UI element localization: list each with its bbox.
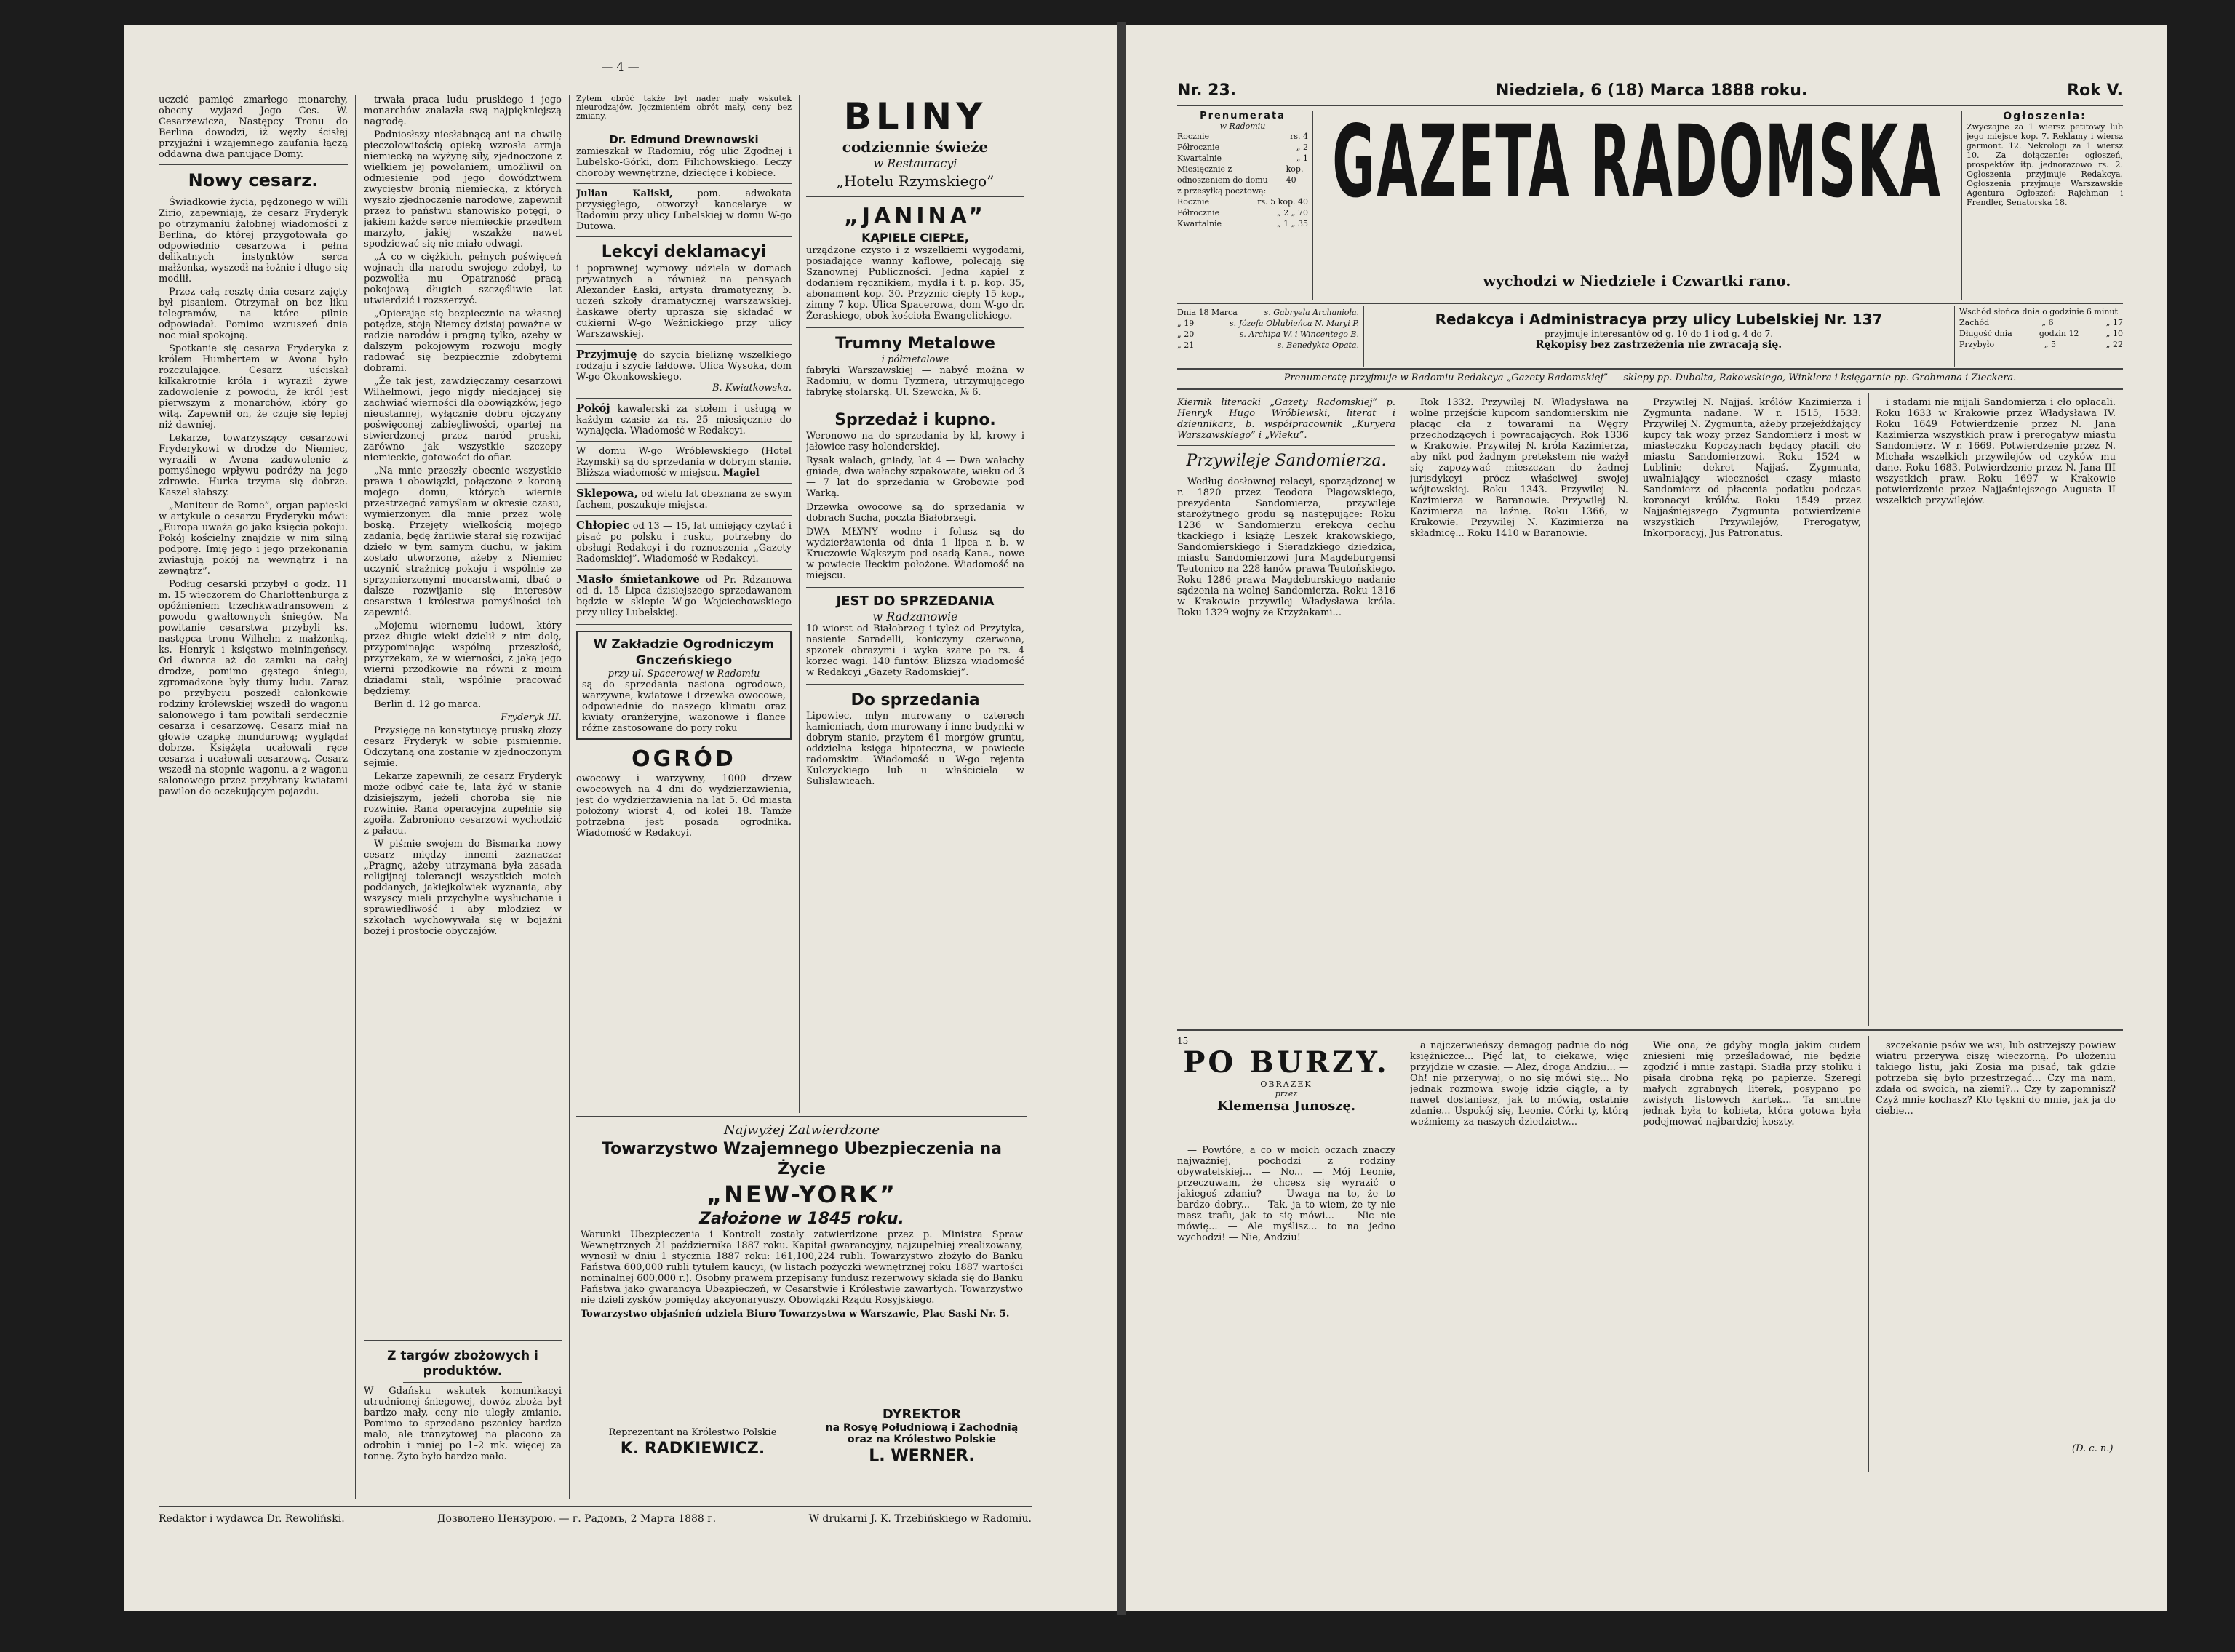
article-paragraph: Przez całą resztę dnia cesarz zajęty był pisaniem. Otrzymał on bez liku telegramów, na które pilnie odpowiadał. Pomimo wzruszeń dnia noc miał spokojną. bbox=[159, 287, 348, 341]
subscription-row bbox=[1177, 142, 1308, 153]
ad-text: zamieszkał w Radomiu, róg ulic Zgodnej i Lubelsko-Górki, dom Filichowskiego. Leczy choroby wewnętrzne, dziecięce i kobiece. bbox=[576, 146, 792, 179]
calendar-saint: s. Gabryela Archanioła. bbox=[1264, 308, 1359, 317]
calendar-saint: s. Benedykta Opata. bbox=[1277, 340, 1359, 350]
article-paragraph: Podniosłszy niesłabnącą ani na chwilę pieczołowitością opieką wzrosła armja niemiecką na wyżynę siły, zjednoczone z wielkiem jej powołaniem, umożliwił on odniesienie pod jego dowództwem zwycięstw bronią niemiecką, z których wyszło zjednoczenie narodowe, zapewnił przez to państwu stanowisko potęgi, o jakiem każde serce niemieckie przedtem marzyło, jakiej wszakże nawet spodziewać się nie miało odwagi. bbox=[364, 129, 562, 250]
ad-title: JEST DO SPRZEDANIA bbox=[836, 594, 995, 609]
serial-column-1 bbox=[1177, 1145, 1395, 1465]
article-paragraph: Lekarze zapewnili, że cesarz Fryderyk może odbyć całe te, lata żyć w stanie dzisiejszym, jeżeli choroba się nie rozwinie. Rana operacyjna zupełnie się zgoiła. Zabroniono cesarzowi wychodzić z pałacu. bbox=[364, 771, 562, 837]
subscription-price: rs. 4 bbox=[1290, 132, 1308, 141]
calendar-row bbox=[1177, 329, 1359, 340]
ad-title: Sprzedaż i kupno. bbox=[834, 411, 996, 429]
article-paragraph: „Moniteur de Rome”, organ papieski w artykule o cesarzu Fryderyku mówi: „Europa uważa go jako księcia pokoju. Pokój kościelny znajdzie w nim silną podporę. Imię jego i jego przekonania zwiastują pokój na wewnątrz i na zewnątrz”. bbox=[159, 500, 348, 577]
ad-title: „JANINA” bbox=[844, 204, 987, 229]
market-notice: Żytem obróć także był nader mały wskutek nieurodzajów. Jęczmieniem obrót mały, ceny bez zmiany. bbox=[576, 95, 792, 121]
subscription-price: „ 2 „ 70 bbox=[1277, 208, 1308, 218]
serial-header bbox=[1177, 1036, 1395, 1114]
ad-line: w Restauracyi bbox=[873, 156, 957, 170]
sun-cell: Zachód bbox=[1959, 318, 1990, 327]
grain-market-report bbox=[364, 1349, 562, 1494]
ad-lawyer bbox=[576, 188, 792, 232]
calendar-day: Dnia 18 Marca bbox=[1177, 308, 1238, 317]
ad-subtitle: przy ul. Spacerowej w Radomiu bbox=[607, 669, 760, 679]
ad-lessons bbox=[576, 242, 792, 340]
advertising-rates-box bbox=[1967, 111, 2123, 300]
ad-bureau: Towarzystwo objaśnień udziela Biuro Towarzystwa w Warszawie, Plac Saski Nr. 5. bbox=[581, 1309, 1010, 1320]
sun-cell: Długość dnia bbox=[1959, 329, 2012, 338]
grain-text: W Gdańsku wskutek komunikacyi utrudnionej śniegowej, dowóz zboża był bardzo mały, ceny nie uległy zmianie. Pomimo to sprzedano pszenicy bardzo mało, ale tranzytowej na płacono za odrobin i mniej po 1–2 mk. więcej za tonnę. Żyto było bardzo mało. bbox=[364, 1386, 562, 1462]
ad-title: Sklepowa, bbox=[576, 488, 638, 500]
article-paragraph: Przywilej N. Najjaś. królów Kazimierza i Zygmunta nadane. W r. 1515, 1533. Przywilej N. Zygmunta, ażeby przejeżdżający kupcy tak wozy przez Sandomierz i most w miasteczku Kopczynach będący płacili cło miastu Sandomierzowi. Roku 1524 w Lublinie dekret Najjaś. Zygmunta, uwalniający wieczności czasy miasto Sandomierz od płacenia podatku podczas koronacyi królów. Roku 1549 przez Najjaśniejszego Zygmunta potwierdzenie wszystkich Przywilejów, Prerogatyw, Inkorporacyj, Jus Patronatus. bbox=[1643, 397, 1861, 539]
footer-editor: Redaktor i wydawca Dr. Rewoliński. bbox=[159, 1513, 345, 1525]
serial-column-3 bbox=[1643, 1040, 1861, 1469]
footer-printer: W drukarni J. K. Trzebińskiego w Radomiu. bbox=[808, 1513, 1032, 1525]
dateline: Berlin d. 12 go marca. bbox=[374, 699, 482, 710]
serial-paragraph: szczekanie psów we wsi, lub ostrzejszy powiew wiatru przerywa ciszę wieczorną. Po ułożeniu takiego listu, jaki Zosia ma pisać, tak gdzie potrzeba się było przestrzegać... Czy ma nam, zdała od swoich, na ziemi?... Czy ty zapomnisz? Czyż mnie kochasz? Kto tęskni do mnie, jak ja do ciebie... bbox=[1876, 1040, 2116, 1117]
subscription-period: Rocznie bbox=[1177, 197, 1209, 207]
issue-number: Nr. 23. bbox=[1177, 81, 1237, 100]
subscription-period: Miesięcznie z odnoszeniem do domu bbox=[1177, 164, 1268, 185]
subscription-period: Półrocznie bbox=[1177, 143, 1220, 152]
grain-title: Z targów zbożowych i produktów. bbox=[387, 1349, 538, 1378]
subscription-sub: w Radomiu bbox=[1219, 121, 1266, 131]
issue-line bbox=[1177, 81, 2123, 100]
serial-by: przez bbox=[1275, 1089, 1298, 1098]
intro-text: uczcić pamięć zmarłego monarchy, obecny wyjazd Jego Ces. W. Cesarzewicza, Następcy Tronu do Berlina dowodzi, iż węzły ścisłej przyjaźni i wzajemnego zaufania łączą oddawna dwa panujące Domy. bbox=[159, 95, 348, 160]
director-block bbox=[816, 1407, 1027, 1467]
director-label: DYREKTOR bbox=[882, 1407, 962, 1422]
ad-for-sale bbox=[806, 690, 1024, 787]
ad-sewing bbox=[576, 349, 792, 394]
calendar-day: „ 19 bbox=[1177, 319, 1195, 328]
serial-column-4 bbox=[1876, 1040, 2116, 1433]
article-heading-new-emperor: Nowy cesarz. bbox=[188, 170, 319, 191]
serial-title: PO BURZY. bbox=[1183, 1045, 1390, 1080]
ad-title: Lekcyi deklamacyi bbox=[601, 243, 767, 261]
ad-insurance-new-york bbox=[576, 1122, 1027, 1500]
subscription-period: z przesyłką pocztową: bbox=[1177, 186, 1267, 196]
issue-date: Niedziela, 6 (18) Marca 1888 roku. bbox=[1495, 81, 1808, 100]
ad-item: Rysak walach, gniady, lat 4 — Dwa wałachy gniade, dwa wałachy szpakowate, wieku od 3 — 7 lat do sprzedania w Grobowie pod Warką. bbox=[806, 455, 1024, 499]
article-paragraph: Spotkanie się cesarza Fryderyka z królem Humbertem w Avona było rozczulające. Cesarz uściskał kilkakrotnie króla i wyraził żywe zadowolenie z powodu, że król jest pierwszym z monarchów, który go witą. Zapewnił on, że czuje się lepiej niż dawniej. bbox=[159, 343, 348, 431]
ad-line: „Hotelu Rzymskiego” bbox=[836, 172, 995, 190]
ad-approved: Najwyżej Zatwierdzone bbox=[723, 1122, 880, 1138]
subscription-price: „ 2 bbox=[1296, 143, 1308, 152]
subscription-period: Rocznie bbox=[1177, 132, 1209, 141]
ad-title: Pokój bbox=[576, 403, 610, 415]
newspaper-subtitle: wychodzi w Niedziele i Czwartki rano. bbox=[1483, 272, 1791, 290]
article-paragraph: „Na mnie przeszły obecnie wszystkie prawa i obowiązki, połączone z koroną mojego domu, których wiernie przestrzegać zamyślam w okresie czasu, wymierzonym dla mnie przez wolę boską. Przejęty wielkością mojego zadania, będę żarliwie starał się rozwijać dzieło w tym samym duchu, w jakim zostało utworzone, ażeby z Niemiec uczynić strażnicę pokoju i wspólnie ze sprzymierzonymi mocarstwami, dbać o dalsze rozwijanie się interesów cesarstwa i królestwa pomyślności ich zapewnić. bbox=[364, 466, 562, 618]
article-title: Przywileje Sandomierza. bbox=[1186, 452, 1387, 470]
article-paragraph: „Że tak jest, zawdzięczamy cesarzowi Wilhelmowi, jego nigdy niedającej się zachwiać wierności dla obowiązków, jego nieustannej, wyłącznie dobru ojczyzny poświęconej zabiegliwości, opartej na stwierdzonej przez naród pruski, zarówno jak wszystkie szczepy niemieckie, gotowości do ofiar. bbox=[364, 376, 562, 463]
serial-author: Klemensa Junoszę. bbox=[1216, 1098, 1356, 1114]
calendar-saint: s. Archipa W. i Wincentego B. bbox=[1239, 330, 1359, 339]
ad-orchard bbox=[576, 746, 792, 839]
serial-subtitle: OBRAZEK bbox=[1260, 1080, 1312, 1089]
ad-founded: Założone w 1845 roku. bbox=[699, 1210, 904, 1228]
ad-text: kawalerski za stołem i usługą w każdym czasie za rs. 25 miesięcznie do wynajęcia. Wiadomość w Redakcyi. bbox=[576, 404, 792, 436]
sun-row bbox=[1959, 339, 2123, 350]
ad-item: DWA MŁYNY wodne i folusz są do wydzierżawienia od dnia 1 lipca r. b. w Kruczowie Wąkszym pod osadą Kana., nowe w powiecie Iłeckim położone. Wiadomość na miejscu. bbox=[806, 527, 1024, 581]
ad-boy-wanted bbox=[576, 520, 792, 564]
ad-title: Julian Kaliski, bbox=[576, 188, 673, 199]
calendar-day: „ 21 bbox=[1177, 340, 1195, 350]
ad-text: od Pr. Rdzanowa od d. 15 Lipca dzisiejszego sprzedawanem będzie w sklepie W-go Wojciechowskiego przy ulicy Lubelskiej. bbox=[576, 575, 792, 618]
subscription-row bbox=[1177, 153, 1308, 164]
subscription-row bbox=[1177, 131, 1308, 142]
article-column-4 bbox=[1876, 397, 2116, 1023]
calendar-box bbox=[1177, 307, 1359, 365]
calendar-day: „ 20 bbox=[1177, 330, 1195, 339]
ad-text: Warunki Ubezpieczenia i Kontroli zostały zatwierdzone przez p. Ministra Spraw Wewnętrznych 21 października 1887 roku. Kapitał gwarancyjny, najzupełniej zrealizowany, wynosił w dniu 1 stycznia 1887 roku: 161,100,224 rubli. Towarzystwo złożyło do Banku Państwa 600,000 rubli tytułem kaucyi, (w listach pożyczki wewnętrznej roku 1887 wartości nominalnej 600,000 r.). Osobny prawem przepisany fundusz rezerwowy składa się do Banku Państwa jako gwarancya Ubezpieczeń, w Cesarstwie i Królestwie zawartych. Towarzystwo nie dzieli zysków pomiędzy akcyonaryuszy. Obowiązki Rządu Rosyjskiego. bbox=[581, 1229, 1023, 1306]
ad-mangle bbox=[576, 446, 792, 479]
serial-paragraph: — Powtóre, a co w moich oczach znaczy najważniej, pochodzi z rodziny obywatelskiej... — No... — Mój Leonie, przeczuwam, że chcesz się wyrazić o jakiegoś zdaniu? — Uwaga na to, że to bardzo dobry... — Tak, ja to wiem, że ty nie masz trafu, jak to się mówi... — Nic nie mówię... — Ale myślisz... to na jedno wychodzi! — Nie, Andziu! bbox=[1177, 1145, 1395, 1243]
sun-rows bbox=[1959, 317, 2123, 350]
calendar-row bbox=[1177, 340, 1359, 351]
article-column-1 bbox=[1177, 397, 1395, 1023]
ad-signature: B. Kwiatkowska. bbox=[712, 383, 792, 394]
ad-text: pom. adwokata przysięgłego, otworzył kancelarye w Radomiu przy ulicy Lubelskiej w domu W-go Dutowa. bbox=[576, 188, 792, 232]
subscription-period: Kwartalnie bbox=[1177, 219, 1222, 228]
article-paragraph: i stadami nie mijali Sandomierza i cło opłacali. Roku 1633 w Krakowie przez Władysława IV. Roku 1649 Potwierdzenie przez N. Jana Kazimierza wszystkich praw i prerogatyw miastu Sandomierz. W r. 1669. Potwierdzenie przez N. Michała wszelkich przywilejów od czyków mu dane. Roku 1683. Potwierdzenie przez N. Jana III wszystkich praw. Roku 1697 w Krakowie potwierdzenie przez Najjaśniejszego Augusta II wszelkich przywilejów. bbox=[1876, 397, 2116, 506]
rep-label: Reprezentant na Królestwo Polskie bbox=[608, 1427, 777, 1438]
ads-rates-text: Zwyczajne za 1 wiersz petitowy lub jego miejsce kop. 7. Reklamy i wiersz garmont. 12. Nekrologi za 1 wiersz 10. Za dołączenie: ogłoszeń, prospektów itp. jednorazowo rs. 2. Ogłoszenia przyjmuje Redakcya. Ogłoszenia przyjmuje Warszawskie Agentura Ogłoszeń: Rajchman i Frendler, Senatorska 18. bbox=[1967, 122, 2123, 207]
ad-shop-assistant bbox=[576, 488, 792, 511]
office-note: Rękopisy bez zastrzeżenia nie zwracają się. bbox=[1535, 339, 1782, 351]
article-paragraph: Rok 1332. Przywilej N. Władysława na wolne przejście kupcom sandomierskim nie płacąc cła z towarami na Węgry przechodzących i powracających. Rok 1336 w Krakowie. Przywilej N. króla Kazimierza, aby nikt pod żadnym pretekstem nie ważył się zapozywać mieszczan do żadnej jurisdykcyi prócz właściwej swojej wójtowskiej. Roku 1343. Przywilej N. Kazimierza w Baranowie. Przywilej N. Kazimierza na łaźnię. Roku 1366, w Krakowie. Przywilej N. Kazimierza na składnicę... Roku 1410 w Baranowie. bbox=[1410, 397, 1628, 539]
page-footer bbox=[159, 1513, 1032, 1525]
serial-column-2 bbox=[1410, 1040, 1628, 1469]
ad-subtitle: w Radzanowie bbox=[872, 610, 958, 623]
article-paragraph: „Mojemu wiernemu ludowi, który przez długie wieki dzielił z nim dolę, przypominając wspólną przeszłość, przyrzekam, że w wierności, z jaką jego wierni przodkowie na równi z moim dziadami stali, wspólnie pracować będziemy. bbox=[364, 621, 562, 697]
ad-text: są do sprzedania nasiona ogrodowe, warzywne, kwiatowe i drzewka owocowe, odpowiednie do naszego klimatu oraz kwiaty oranżeryjne, wazonowe i flance różne zastosowane do pory roku bbox=[582, 679, 786, 734]
column-news bbox=[159, 95, 348, 1491]
ad-doctor bbox=[576, 133, 792, 179]
article-column-2 bbox=[1410, 397, 1628, 1023]
serial-paragraph: a najczerwieńszy demagog padnie do nóg księżniczce... Pięć lat, to ciekawe, więc przyjdzie w czasie. — Alez, droga Andziu... — Oh! nie przerywaj, o no się mówi się... No jednak rozmowa swoję idzie ciągle, a ty nawet dostaniesz, jak to mówią, ostatnie zdanie... Uspokój się, Leonie. Córki ty, którą weźmiemy za naszych dziedzictw... bbox=[1410, 1040, 1628, 1128]
ad-nursery bbox=[576, 631, 792, 740]
page-gutter bbox=[1117, 22, 1126, 1615]
ad-butter bbox=[576, 574, 792, 618]
office-box bbox=[1368, 310, 1950, 351]
subscription-row bbox=[1177, 207, 1308, 218]
article-paragraph: Lekarze, towarzyszący cesarzowi Fryderykowi w drodze do Niemiec, wyrazili w Avena zadowolenie z pomyślnego wpływu podróży na jego zdrowie. Hurka trzyma się dobrze. Kaszel słabszy. bbox=[159, 433, 348, 498]
sun-row bbox=[1959, 317, 2123, 328]
sun-cell: godzin 12 bbox=[2039, 329, 2079, 338]
ad-item: Weronowo na do sprzedania by kl, krowy i jałowice rasy holenderskiej. bbox=[806, 431, 1024, 452]
ads-rates-title: Ogłoszenia: bbox=[2003, 111, 2087, 122]
subscription-period: Półrocznie bbox=[1177, 208, 1220, 218]
ad-bliny bbox=[806, 95, 1024, 191]
office-title: Redakcya i Administracya przy ulicy Lubelskiej Nr. 137 bbox=[1435, 311, 1883, 328]
sun-cell: „ 5 bbox=[2044, 340, 2057, 349]
subscription-period: Kwartalnie bbox=[1177, 153, 1222, 163]
sun-cell: „ 6 bbox=[2041, 318, 2054, 327]
ad-text: i poprawnej wymowy udziela w domach prywatnych a również na pensyach Alexander Łaski, artysta dramatyczny, b. uczeń szkoły dramatycznej warszawskiej. Łaskawe oferty uprasza się składać w cukierni W-go Weżnickiego przy ulicy Warszawskiej. bbox=[576, 263, 792, 340]
ad-title: W Zakładzie Ogrodniczym Gnczeńskiego bbox=[593, 637, 775, 668]
ad-title: Do sprzedania bbox=[850, 691, 980, 709]
sun-row bbox=[1959, 328, 2123, 339]
ad-title: Przyjmuję bbox=[576, 349, 637, 361]
ad-sale-purchase bbox=[806, 410, 1024, 581]
ad-text: 10 wiorst od Białobrzeg i tyleż od Przytyka, nasienie Saradelli, koniczyny czerwona, spzorek obrazymi i wyka szare po rs. 4 korzec wagi. 140 funtów. Bliższa wiadomość w Redakcyi „Gazety Radomskiej”. bbox=[806, 623, 1024, 678]
literary-editor-note: Kiernik literacki „Gazety Radomskiej” p. Henryk Hugo Wróblewski, literat i dziennikarz, b. współpracownik „Kuryera Warszawskiego” i „Wieku”. bbox=[1177, 397, 1395, 441]
calendar-row bbox=[1177, 307, 1359, 318]
issue-year: Rok V. bbox=[2067, 81, 2123, 100]
right-newspaper-page bbox=[1126, 25, 2167, 1611]
article-paragraph: trwała praca ludu pruskiego i jego monarchów znalazła swą najpiękniejszą nagrodę. bbox=[364, 95, 562, 127]
ad-title: BLINY bbox=[843, 95, 987, 137]
subscription-row bbox=[1177, 164, 1308, 185]
ad-subtitle: i półmetalowe bbox=[881, 354, 949, 365]
article-paragraph: Świadkowie życia, pędzonego w willi Zirio, zapewniają, że cesarz Fryderyk po otrzymaniu żałobnej wiadomości z Berlina, do której przygotowała go odpowiednio cesarzowa i pełna delikatnych instynktów serca małżonka, wyszedł na łożnie i długo się modlił. bbox=[159, 197, 348, 284]
serial-number: 15 bbox=[1177, 1036, 1189, 1046]
subscription-price: rs. 5 kop. 40 bbox=[1257, 197, 1308, 207]
subscription-rows bbox=[1177, 131, 1308, 229]
sun-cell: „ 17 bbox=[2105, 318, 2123, 327]
serial-paragraph: Wie ona, że gdyby mogła jakim cudem zniesieni mię prześladować, nie będzie zgodzić i mnie zastąpi. Siadła przy stoliku i pisała drobna ręką po papierze. Szeregi małych zgrabnych literek, posypano po zwisłych listowych kartek... Ta smutne jednak była to kobieta, która gotowa była podejmować najbardziej koszty. bbox=[1643, 1040, 1861, 1128]
left-newspaper-page bbox=[124, 25, 1117, 1611]
ad-title: Chłopiec bbox=[576, 520, 630, 532]
footer-censor: Дозволено Цензурою. — г. Радомъ, 2 Марта 1888 г. bbox=[437, 1513, 717, 1525]
rep-name: K. RADKIEWICZ. bbox=[620, 1440, 765, 1458]
ad-coffins bbox=[806, 334, 1024, 398]
subscription-row bbox=[1177, 218, 1308, 229]
article-column-3 bbox=[1643, 397, 1861, 1023]
signature: Fryderyk III. bbox=[501, 712, 562, 723]
subscription-row bbox=[1177, 196, 1308, 207]
ad-text: Lipowiec, młyn murowany o czterech kamieniach, dom murowany i inne budynki w dobrym stanie, przytem 61 morgów gruntu, oddzielna księga hipoteczna, w powiecie radomskim. Wiadomość u W-go rejenta Kulczyckiego lub u właściciela w Sulisławicach. bbox=[806, 711, 1024, 787]
column-ads-right bbox=[806, 95, 1024, 1113]
director-region: na Rosyę Południową i Zachodnią oraz na Królestwo Polskie bbox=[825, 1422, 1019, 1445]
subscription-price: kop. 40 bbox=[1286, 164, 1304, 185]
ad-text: fabryki Warszawskiej — nabyć można w Radomiu, w domu Tyzmera, utrzymującego fabrykę stolarską. Ul. Szewcka, № 6. bbox=[806, 365, 1024, 398]
article-paragraph: Przysięgę na konstytucyę pruską złoży cesarz Fryderyk w sobie pismiennie. Odczytaną ona zostanie w zjednoczonym sejmie. bbox=[364, 725, 562, 769]
office-hours: przyjmuje interesantów od g. 10 do 1 i od g. 4 do 7. bbox=[1544, 329, 1774, 339]
article-paragraph: Podług cesarski przybył o godz. 11 m. 15 wieczorem do Charlottenburga z opóźnieniem trzechkwadransowem z powodu gwałtownych śniegów. Na powitanie cesarstwa przybyli ks. następca tronu Wilhelm z małżonką, ks. Henryk i księstwo meiningeńscy. Od dworca aż do zamku na całej drodze, pomimo gęstego śniegu, zgromadzone były tłumy ludu. Zaraz po przybyciu poszedł całonkowie rodziny królewskiej wszedł do wagonu salonowego i tam powitali serdecznie cesarza i cesarzowę. Cesarz miał na głowie czapkę mundurową; wyglądał dobrze. Księżęta ucałowali ręce cesarza i ucałowali cesarzową. Cesarz wszedł na stopnie wagonu, a z wagonu salonowego przez przybrany kwiatami pawilon do oczekującym pojazdu. bbox=[159, 579, 348, 797]
ad-title: Masło śmietankowe bbox=[576, 574, 700, 586]
sun-cell: „ 22 bbox=[2105, 340, 2123, 349]
sun-cell: „ 10 bbox=[2105, 329, 2123, 338]
ad-text: W domu W-go Wróblewskiego (Hotel Rzymski) są do sprzedania w dobrym stanie. Bliższa wiadomość w miejscu. bbox=[576, 446, 792, 479]
article-paragraph: „Opierając się bezpiecznie na własnej potędze, stoją Niemcy dzisiaj poważne w radzie narodów i pragną tylko, ażeby w dalszym pokojowym rozwoju mogły radować się bezpiecznie zdobytemi dobrami. bbox=[364, 308, 562, 374]
company-name: „NEW-YORK” bbox=[706, 1181, 897, 1208]
column-ads-left bbox=[576, 95, 792, 1106]
ad-title: Dr. Edmund Drewnowski bbox=[609, 133, 759, 146]
ad-title: Towarzystwo Wzajemnego Ubezpieczenia na Życie bbox=[601, 1140, 1002, 1178]
ad-janina-baths bbox=[806, 203, 1024, 322]
ad-estate bbox=[806, 594, 1024, 678]
ad-text: urządzone czysto i z wszelkiemi wygodami, posiadające wanny kaflowe, polecają się Szanownej Publiczności. Jedna kąpiel z dodaniem ręcznikiem, mydła i t. p. kop. 35, abonament kop. 30. Przyznic ciepły 15 kop., zimny 7 kop. Ulica Spacerowa, dom W-go dr. Żeraskiego, obok kościoła Ewangelickiego. bbox=[806, 245, 1024, 322]
sun-box bbox=[1959, 307, 2123, 365]
director-name: L. WERNER. bbox=[869, 1447, 975, 1465]
article-paragraph: Według dosłownej relacyi, sporządzonej w r. 1820 przez Teodora Plagowskiego, prezydenta Sandomierza, przywileje starożytnego grodu są następujące: Roku 1236 w Sandomierzu erekcya cechu tkackiego i książę Leszek krakowskiego, Sandomierskiego i Sieradzkiego dziedzica, miastu Sandomierzowi Jura Magdeburgensi Teutonico na 228 łanów prawa Teutońskiego. Roku 1286 prawa Magdeburskiego nadanie sądzenia na wolnej Sandomierza. Roku 1316 w Krakowie przywilej Władysława króla. Roku 1329 wojny ze Krzyżakami... bbox=[1177, 476, 1395, 618]
subscription-row bbox=[1177, 185, 1308, 196]
ad-room bbox=[576, 403, 792, 436]
subscription-price: „ 1 bbox=[1296, 153, 1308, 163]
subscription-title: Prenumerata bbox=[1200, 111, 1286, 121]
calendar-saint: s. Józefa Oblubieńca N. Maryi P. bbox=[1229, 319, 1359, 328]
ad-item: Drzewka owocowe są do sprzedania w dobrach Sucha, poczta Białobrzegi. bbox=[806, 502, 1024, 524]
representative-block bbox=[576, 1427, 809, 1460]
sun-cell: Przybyło bbox=[1959, 340, 1995, 349]
subscription-price: „ 1 „ 35 bbox=[1277, 219, 1308, 228]
ad-title: OGRÓD bbox=[632, 746, 736, 772]
ad-subtitle: KĄPIELE CIEPŁE, bbox=[861, 231, 969, 244]
masthead bbox=[1317, 106, 1957, 259]
ad-title: Magiel bbox=[722, 468, 760, 479]
ad-title: Trumny Metalowe bbox=[835, 335, 995, 353]
sun-title: Wschód słońca dnia o godzinie 6 minut bbox=[1959, 307, 2118, 316]
ad-text: do szycia bieliznę wszelkiego rodzaju i szycie fałdowe. Ulica Wysoka, dom W-go Okonkowskiego. bbox=[576, 350, 792, 383]
calendar-row bbox=[1177, 318, 1359, 329]
subscription-box bbox=[1177, 111, 1308, 300]
subscribers-line: Prenumeratę przyjmuje w Radomiu Redakcya „Gazety Radomskiej” — sklepy pp. Dubolta, Rakowskiego, Winklera i księgarnie pp. Grohmana i Zieckera. bbox=[1283, 372, 2017, 383]
ad-text: od wielu lat obeznana ze swym fachem, poszukuje miejsca. bbox=[576, 489, 792, 511]
article-paragraph: „A co w ciężkich, pełnych poświęceń wojnach dla narodu swojego zdobył, to pozwoliła mu Opatrzność pracą pokojową długich szczęśliwie lat utwierdzić i rozszerzyć. bbox=[364, 252, 562, 306]
serial-continued: (D. c. n.) bbox=[2072, 1443, 2114, 1454]
article-paragraph: W piśmie swojem do Bismarka nowy cesarz między innemi zaznacza: „Pragnę, ażeby utrzymana była zasada religijnej tolerancji wszystkich moich poddanych, jakiejkolwiek wyznania, aby wszyscy mieli przychylne wysłuchanie i sprawiedliwość i aby młodzież w szkołach wychowywała się w bojaźni bożej i prostocie obyczajów. bbox=[364, 839, 562, 937]
column-proclamation bbox=[364, 95, 562, 1331]
newspaper-title: GAZETA RADOMSKA bbox=[1332, 106, 1942, 220]
ad-line: codziennie świeże bbox=[842, 138, 989, 156]
ad-text: owocowy i warzywny, 1000 drzew owocowych na 4 dni do wydzierżawienia, jest do wydzierżawienia na lat 5. Od miasta położony wiorst 4, od kolei 18. Tamże potrzebna jest posada ogrodnika. Wiadomość w Redakcyi. bbox=[576, 773, 792, 839]
page-number: — 4 — bbox=[601, 60, 640, 73]
ad-text: od 13 — 15, lat umiejący czytać i pisać po polsku i rusku, potrzebny do obsługi Redakcyi i do roznoszenia „Gazety Radomskiej”. Wiadomość w Redakcyi. bbox=[576, 521, 792, 564]
